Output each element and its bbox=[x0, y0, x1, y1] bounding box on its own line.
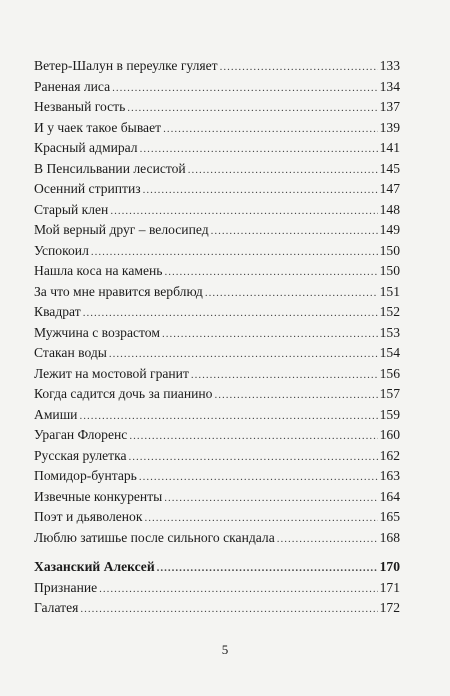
toc-entry-title: Когда садится дочь за пианино bbox=[34, 386, 213, 401]
toc-entry bbox=[34, 578, 400, 599]
toc-entry-page: 152 bbox=[379, 304, 400, 319]
dot-leader bbox=[191, 365, 378, 386]
toc-entry-page: 137 bbox=[379, 99, 400, 114]
toc-entry bbox=[34, 220, 400, 241]
toc-entry-page: 159 bbox=[379, 406, 400, 422]
dot-leader bbox=[214, 385, 377, 406]
toc-entry bbox=[34, 446, 400, 467]
toc-entry bbox=[34, 261, 400, 282]
toc-entry-page: 150 bbox=[379, 263, 400, 278]
toc-entry-title: Ветер-Шалун в переулке гуляет bbox=[34, 58, 218, 73]
dot-leader bbox=[164, 488, 377, 509]
toc-entry-page: 165 bbox=[379, 509, 400, 524]
toc-entry bbox=[34, 528, 400, 549]
toc-entry bbox=[34, 302, 400, 323]
dot-leader bbox=[143, 180, 378, 201]
toc-entry-title: Старый клен bbox=[34, 201, 109, 217]
toc-author-heading bbox=[34, 557, 400, 578]
dot-leader bbox=[80, 599, 377, 620]
dot-leader bbox=[99, 579, 377, 600]
toc-entry-page: 149 bbox=[379, 222, 400, 237]
dot-leader bbox=[91, 242, 378, 263]
toc-entry-title: Лежит на мостовой гранит bbox=[34, 365, 189, 381]
toc-entry bbox=[34, 487, 400, 508]
dot-leader bbox=[79, 406, 377, 427]
toc-entry-title: Мужчина с возрастом bbox=[34, 324, 160, 340]
dot-leader bbox=[162, 324, 378, 345]
dot-leader bbox=[140, 139, 378, 160]
toc-entry-page: 133 bbox=[379, 58, 400, 73]
toc-entry bbox=[34, 159, 400, 180]
toc-entry bbox=[34, 384, 400, 405]
toc-entry-page: 147 bbox=[379, 181, 400, 196]
toc-entry-title: За что мне нравится верблюд bbox=[34, 283, 203, 299]
toc-entry-page: 172 bbox=[379, 600, 400, 615]
toc-entry-page: 154 bbox=[379, 345, 400, 360]
dot-leader bbox=[139, 467, 378, 488]
author-name: Хазанский Алексей bbox=[34, 559, 155, 574]
toc-entry-title: Ураган Флоренс bbox=[34, 427, 128, 442]
toc-entry bbox=[34, 241, 400, 262]
toc-entry-page: 150 bbox=[379, 242, 400, 258]
toc-entry-title: Галатея bbox=[34, 600, 79, 615]
toc-entry-title: Извечные конкуренты bbox=[34, 488, 163, 504]
toc-entry-title: Квадрат bbox=[34, 304, 81, 319]
dot-leader bbox=[129, 426, 377, 447]
toc-entry-page: 157 bbox=[379, 386, 400, 401]
toc-entry-page: 162 bbox=[379, 447, 400, 463]
toc-entry bbox=[34, 179, 400, 200]
toc-entry-page: 145 bbox=[379, 160, 400, 176]
toc-entry bbox=[34, 138, 400, 159]
toc-entry-title: И у чаек такое бывает bbox=[34, 119, 162, 135]
dot-leader bbox=[127, 98, 377, 119]
toc-entry bbox=[34, 405, 400, 426]
dot-leader bbox=[110, 201, 377, 222]
toc-entry-page: 153 bbox=[379, 324, 400, 340]
toc-entry-page: 156 bbox=[379, 365, 400, 381]
toc-entry-page: 160 bbox=[379, 427, 400, 442]
toc-entry-title: Раненая лиса bbox=[34, 78, 111, 94]
toc-entry bbox=[34, 466, 400, 487]
dot-leader bbox=[83, 303, 378, 324]
table-of-contents bbox=[34, 56, 400, 619]
dot-leader bbox=[109, 344, 378, 365]
toc-entry-title: В Пенсильвании лесистой bbox=[34, 160, 186, 176]
toc-entry-title: Амиши bbox=[34, 406, 78, 422]
toc-entry-page: 171 bbox=[379, 579, 400, 595]
toc-entry-page: 134 bbox=[379, 78, 400, 94]
toc-entry bbox=[34, 343, 400, 364]
dot-leader bbox=[112, 78, 377, 99]
toc-entry-page: 141 bbox=[379, 140, 400, 155]
dot-leader bbox=[163, 119, 378, 140]
toc-entry-page: 148 bbox=[379, 201, 400, 217]
dot-leader bbox=[211, 221, 378, 242]
toc-entry-title: Успокоил bbox=[34, 242, 89, 258]
toc-entry bbox=[34, 282, 400, 303]
dot-leader bbox=[164, 262, 377, 283]
toc-entry-page: 168 bbox=[379, 529, 400, 545]
dot-leader bbox=[277, 529, 378, 550]
toc-entry bbox=[34, 56, 400, 77]
toc-entry bbox=[34, 425, 400, 446]
toc-entry bbox=[34, 200, 400, 221]
toc-entry bbox=[34, 77, 400, 98]
toc-entry-title: Осенний стриптиз bbox=[34, 181, 141, 196]
toc-entry-title: Признание bbox=[34, 579, 98, 595]
page-number: 5 bbox=[221, 642, 229, 657]
toc-entry bbox=[34, 118, 400, 139]
toc-entry-title: Незваный гость bbox=[34, 99, 126, 114]
toc-entry bbox=[34, 598, 400, 619]
dot-leader bbox=[129, 447, 378, 468]
dot-leader bbox=[188, 160, 378, 181]
dot-leader bbox=[157, 558, 378, 579]
toc-entry bbox=[34, 97, 400, 118]
toc-entry-title: Поэт и дьяволенок bbox=[34, 509, 143, 524]
toc-entry bbox=[34, 323, 400, 344]
toc-entry-page: 163 bbox=[379, 468, 400, 483]
author-page: 170 bbox=[379, 559, 400, 574]
toc-entry-title: Красный адмирал bbox=[34, 140, 138, 155]
dot-leader bbox=[144, 508, 377, 529]
toc-entry-page: 164 bbox=[379, 488, 400, 504]
toc-entry-page: 151 bbox=[379, 283, 400, 299]
toc-entry-title: Мой верный друг – велосипед bbox=[34, 222, 209, 237]
toc-entry-title: Стакан воды bbox=[34, 345, 107, 360]
dot-leader bbox=[220, 57, 378, 78]
toc-entry-page: 139 bbox=[379, 119, 400, 135]
toc-entry-title: Помидор-бунтарь bbox=[34, 468, 137, 483]
toc-entry-title: Нашла коса на камень bbox=[34, 263, 163, 278]
toc-entry-title: Русская рулетка bbox=[34, 447, 127, 463]
dot-leader bbox=[205, 283, 378, 304]
toc-entry bbox=[34, 507, 400, 528]
toc-entry bbox=[34, 364, 400, 385]
toc-entry-title: Люблю затишье после сильного скандала bbox=[34, 529, 275, 545]
